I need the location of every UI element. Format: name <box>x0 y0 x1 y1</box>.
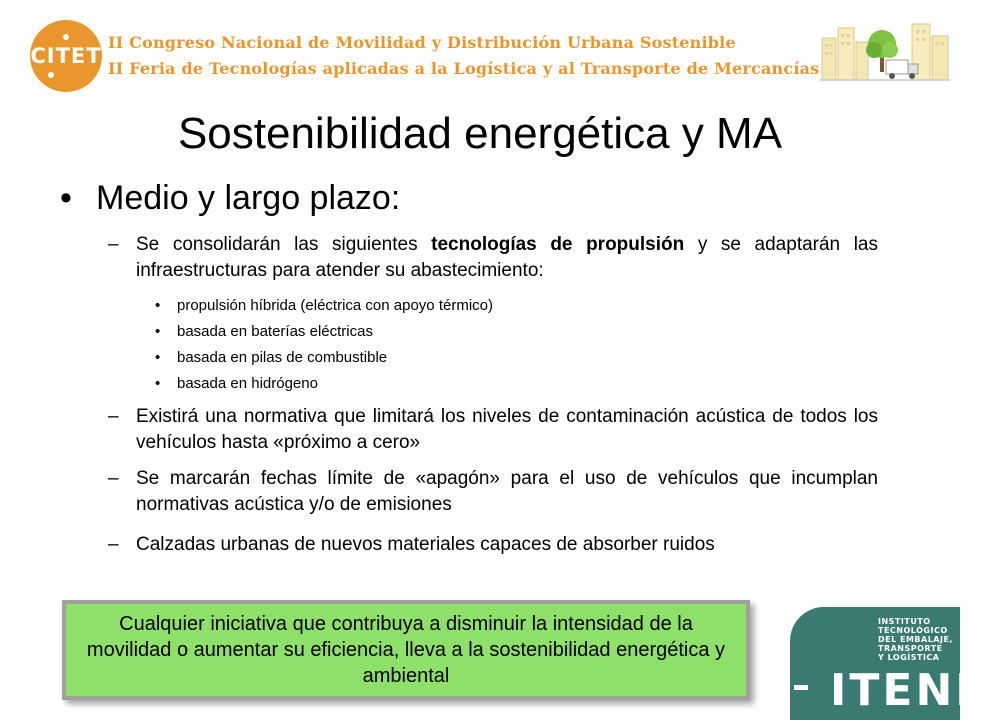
dash-icon: – <box>108 234 119 255</box>
sub-item-text: basada en hidrógeno <box>177 375 318 392</box>
header-text <box>108 30 820 82</box>
main-bullet-text: Medio y largo plazo: <box>96 179 401 217</box>
city-truck-illustration-icon <box>820 20 950 82</box>
slide-title: Sostenibilidad energética y MA <box>177 109 783 158</box>
header-line-1: II Congreso Nacional de Movilidad y Distribución Urbana Sostenible <box>108 33 736 52</box>
sub-item <box>155 322 373 342</box>
citet-logo <box>30 20 102 92</box>
sub-item-text: propulsión híbrida (eléctrica con apoyo térmico) <box>177 297 493 314</box>
sub-item-text: basada en pilas de combustible <box>177 349 388 366</box>
dash-item-text <box>136 232 878 284</box>
text-segment: Se consolidarán las siguientes <box>136 234 432 255</box>
dash-item-noise-regulation <box>108 404 878 456</box>
bullet-icon: • <box>155 323 161 340</box>
dash-item-road-materials <box>108 532 878 558</box>
dash-icon: – <box>108 468 119 489</box>
main-bullet <box>60 178 400 218</box>
sub-item <box>155 374 318 394</box>
dash-item-deadlines <box>108 466 878 518</box>
callout-box <box>62 600 750 700</box>
dash-item-text: Existirá una normativa que limitará los niveles de contaminación acústica de todos los vehículos hasta «próximo a cero» <box>136 406 878 453</box>
bullet-icon: • <box>60 179 72 217</box>
bullet-icon: • <box>155 349 161 366</box>
dash-item-propulsion <box>108 232 878 284</box>
itene-logo-subtitle: INSTITUTO TECNOLÓGICO DEL EMBALAJE, TRANSPORTE Y LOGÍSTICA <box>878 617 953 662</box>
bullet-icon: • <box>155 297 161 314</box>
dash-item-text: Se marcarán fechas límite de «apagón» para el uso de vehículos que incumplan normativas acústica y/o de emisiones <box>136 468 878 515</box>
dash-icon: – <box>108 406 119 427</box>
logo-dot-icon <box>48 72 54 78</box>
dash-item-text: Calzadas urbanas de nuevos materiales capaces de absorber ruidos <box>136 534 715 555</box>
callout-text: Cualquier iniciativa que contribuya a disminuir la intensidad de la movilidad o aumentar su eficiencia, lleva a la sostenibilidad energética y ambiental <box>86 613 726 687</box>
logo-plus-icon <box>794 685 808 690</box>
itene-logo <box>790 607 988 720</box>
citet-logo-text: CITET <box>30 44 102 68</box>
sub-item <box>155 296 493 316</box>
text-segment: y se adaptarán las infraestructuras para atender su abastecimiento: <box>136 234 878 281</box>
dash-icon: – <box>108 534 119 555</box>
itene-logo-word: ITENE <box>830 665 988 716</box>
bold-segment: tecnologías de propulsión <box>431 234 685 255</box>
bullet-icon: • <box>155 375 161 392</box>
logo-dot-icon <box>63 34 69 40</box>
sub-item <box>155 348 387 368</box>
header-line-2: II Feria de Tecnologías aplicadas a la Logística y al Transporte de Mercancías <box>108 59 820 78</box>
sub-item-text: basada en baterías eléctricas <box>177 323 373 340</box>
